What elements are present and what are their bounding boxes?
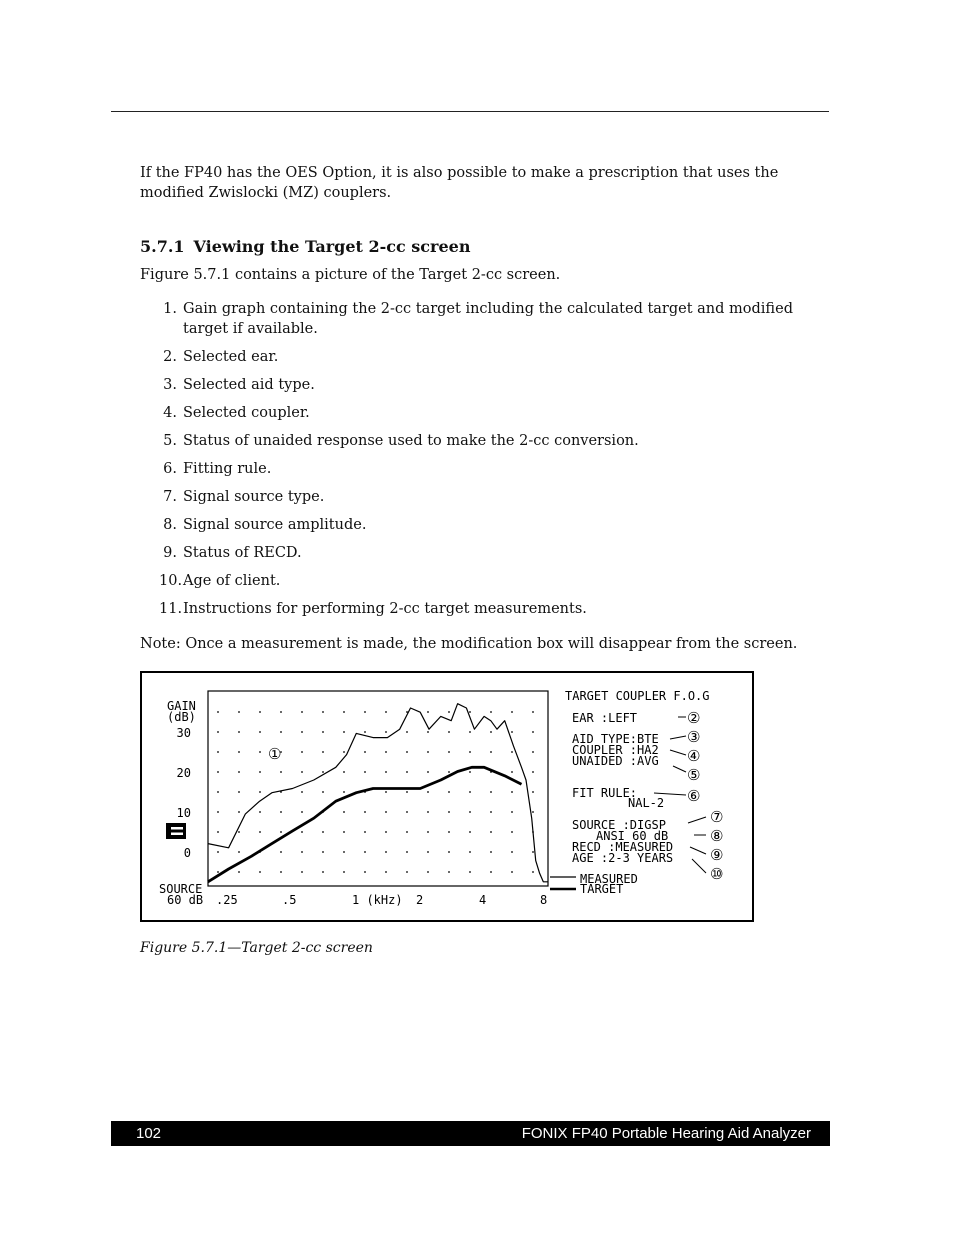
grid-dot (427, 731, 429, 733)
grid-dot (532, 851, 534, 853)
grid-dot (532, 771, 534, 773)
y-tick-label: 0 (183, 846, 191, 860)
y-tick-label: 10 (176, 806, 191, 820)
grid-dot (343, 831, 345, 833)
list-text: Signal source type. (183, 488, 325, 505)
grid-dot (280, 731, 282, 733)
grid-dot (259, 711, 261, 713)
grid-dot (322, 851, 324, 853)
grid-dot (364, 751, 366, 753)
recd-field: RECD :MEASURED (572, 840, 674, 854)
list-item (140, 376, 820, 396)
x-tick-label: 2 (416, 893, 424, 907)
grid-dot (511, 731, 513, 733)
grid-dot (322, 731, 324, 733)
grid-dot (469, 711, 471, 713)
callout-3: ③ (687, 728, 701, 746)
grid-dot (280, 871, 282, 873)
grid-dot (280, 711, 282, 713)
list-text: Status of unaided response used to make the 2-cc conversion. (183, 432, 639, 449)
x-tick-label: .5 (282, 893, 297, 907)
list-item (140, 516, 820, 536)
grid-dot (343, 851, 345, 853)
grid-dot (385, 771, 387, 773)
fit-rule-field: FIT RULE: (572, 786, 638, 800)
fit-rule-value: NAL-2 (628, 796, 665, 810)
callout-8: ⑧ (710, 827, 724, 845)
grid-dot (301, 791, 303, 793)
figure-caption: Figure 5.7.1—Target 2-cc screen (140, 940, 373, 956)
list-text: Status of RECD. (183, 544, 302, 561)
page-number: 102 (136, 1125, 162, 1142)
list-number: 10. (159, 572, 183, 589)
grid-dot (322, 751, 324, 753)
grid-dot (238, 871, 240, 873)
legend-measured: MEASURED (580, 872, 638, 886)
grid-dot (511, 751, 513, 753)
grid-dot (385, 731, 387, 733)
grid-dot (490, 711, 492, 713)
grid-dot (217, 731, 219, 733)
list-item (140, 544, 820, 564)
grid-dot (385, 831, 387, 833)
grid-dot (406, 851, 408, 853)
grid-dot (238, 771, 240, 773)
grid-dot (343, 811, 345, 813)
section-intro: Figure 5.7.1 contains a picture of the Target 2-cc screen. (140, 267, 561, 283)
section-number: 5.7.1 (140, 237, 185, 256)
grid-dot (490, 851, 492, 853)
grid-dot (364, 871, 366, 873)
grid-dot (427, 851, 429, 853)
grid-dot (343, 771, 345, 773)
grid-dot (469, 751, 471, 753)
grid-dot (259, 771, 261, 773)
grid-dot (490, 871, 492, 873)
grid-dot (511, 871, 513, 873)
grid-dot (532, 731, 534, 733)
x-tick-label: 8 (540, 893, 548, 907)
grid-dot (532, 751, 534, 753)
ear-field: EAR :LEFT (572, 711, 638, 725)
grid-dot (427, 711, 429, 713)
list-text: Signal source amplitude. (183, 516, 367, 533)
callout-9: ⑨ (710, 846, 724, 864)
callout-6: ⑥ (687, 787, 701, 805)
grid-dot (406, 831, 408, 833)
legend-target: TARGET (580, 882, 624, 896)
grid-dot (364, 771, 366, 773)
footer-title: FONIX FP40 Portable Hearing Aid Analyzer (521, 1125, 811, 1142)
grid-dot (490, 731, 492, 733)
grid-dot (427, 831, 429, 833)
grid-dot (259, 871, 261, 873)
feature-list (140, 300, 820, 628)
grid-dot (469, 851, 471, 853)
list-number: 2. (163, 348, 177, 365)
grid-dot (343, 711, 345, 713)
unaided-field: UNAIDED :AVG (572, 754, 659, 768)
list-number: 6. (163, 460, 177, 477)
list-text: Instructions for performing 2-cc target measurements. (183, 600, 587, 617)
grid-dot (448, 811, 450, 813)
grid-dot (217, 871, 219, 873)
grid-dot (511, 811, 513, 813)
list-number: 9. (163, 544, 177, 561)
grid-dot (448, 791, 450, 793)
graph-callout-1: ① (268, 745, 282, 763)
age-field: AGE :2-3 YEARS (572, 851, 674, 865)
list-text: Age of client. (183, 572, 281, 589)
callout-10: ⑩ (710, 865, 724, 883)
grid-dot (301, 811, 303, 813)
grid-dot (280, 851, 282, 853)
x-tick-label: 4 (479, 893, 487, 907)
grid-dot (385, 711, 387, 713)
grid-dot (406, 771, 408, 773)
intro-paragraph: If the FP40 has the OES Option, it is also possible to make a prescription that uses the modified Zwislocki (MZ) couplers. (140, 165, 779, 201)
grid-dot (364, 851, 366, 853)
y-tick-label: 30 (176, 726, 191, 740)
list-item (140, 488, 820, 508)
grid-dot (448, 711, 450, 713)
x-tick-label: .25 (216, 893, 238, 907)
list-text: Selected aid type. (183, 376, 315, 393)
y-axis-label-line2: (dB) (167, 710, 196, 724)
grid-dot (427, 771, 429, 773)
aid-type-field: AID TYPE:BTE (572, 732, 659, 746)
grid-dot (259, 751, 261, 753)
list-item (140, 432, 820, 452)
grid-dot (217, 771, 219, 773)
grid-dot (238, 831, 240, 833)
grid-dot (385, 811, 387, 813)
grid-dot (364, 731, 366, 733)
grid-dot (259, 791, 261, 793)
grid-dot (301, 851, 303, 853)
list-number: 7. (163, 488, 177, 505)
grid-dot (364, 811, 366, 813)
x-tick-label: 1 (kHz) (352, 893, 403, 907)
grid-dot (259, 831, 261, 833)
grid-dot (364, 831, 366, 833)
grid-dot (217, 711, 219, 713)
grid-dot (469, 731, 471, 733)
ansi-field: ANSI 60 dB (596, 829, 669, 843)
grid-dot (511, 851, 513, 853)
grid-dot (427, 811, 429, 813)
grid-dot (448, 731, 450, 733)
grid-dot (532, 711, 534, 713)
grid-dot (406, 871, 408, 873)
page-footer (111, 1121, 830, 1146)
grid-dot (322, 871, 324, 873)
grid-dot (406, 751, 408, 753)
list-item (140, 572, 820, 592)
list-text: Gain graph containing the 2-cc target including the calculated target and modified target if available. (183, 301, 793, 337)
grid-dot (469, 791, 471, 793)
grid-dot (238, 711, 240, 713)
grid-dot (301, 771, 303, 773)
grid-dot (448, 851, 450, 853)
grid-dot (322, 791, 324, 793)
grid-dot (238, 751, 240, 753)
grid-dot (385, 751, 387, 753)
y-axis-label-line1: GAIN (167, 699, 196, 713)
grid-dot (343, 731, 345, 733)
grid-dot (217, 751, 219, 753)
section-title: Viewing the Target 2-cc screen (193, 237, 471, 256)
grid-dot (259, 811, 261, 813)
grid-dot (301, 831, 303, 833)
grid-dot (217, 791, 219, 793)
coupler-field: COUPLER :HA2 (572, 743, 659, 757)
f-key-icon (166, 823, 186, 839)
grid-dot (448, 871, 450, 873)
grid-dot (322, 711, 324, 713)
grid-dot (511, 711, 513, 713)
grid-dot (469, 831, 471, 833)
grid-dot (427, 871, 429, 873)
note-text: Note: Once a measurement is made, the modification box will disappear from the screen. (140, 636, 798, 652)
list-item (140, 300, 820, 339)
grid-dot (448, 751, 450, 753)
grid-dot (427, 751, 429, 753)
grid-dot (301, 871, 303, 873)
grid-dot (448, 771, 450, 773)
list-text: Fitting rule. (183, 460, 272, 477)
list-item (140, 600, 820, 620)
grid-dot (238, 791, 240, 793)
grid-dot (469, 811, 471, 813)
grid-dot (532, 811, 534, 813)
list-number: 5. (163, 432, 177, 449)
grid-dot (280, 811, 282, 813)
grid-dot (511, 791, 513, 793)
grid-dot (238, 811, 240, 813)
grid-dot (217, 811, 219, 813)
grid-dot (532, 871, 534, 873)
grid-dot (427, 791, 429, 793)
grid-dot (490, 811, 492, 813)
grid-dot (511, 831, 513, 833)
list-item (140, 348, 820, 368)
screen-header: TARGET COUPLER F.O.G (565, 689, 710, 703)
list-number: 4. (163, 404, 177, 421)
grid-dot (364, 711, 366, 713)
grid-dot (511, 771, 513, 773)
header-rule (111, 111, 829, 112)
source-level: 60 dB (167, 893, 204, 907)
grid-dot (385, 791, 387, 793)
grid-dot (406, 791, 408, 793)
grid-dot (406, 731, 408, 733)
grid-dot (385, 851, 387, 853)
grid-dot (280, 831, 282, 833)
grid-dot (469, 871, 471, 873)
grid-dot (343, 751, 345, 753)
list-item (140, 460, 820, 480)
grid-dot (301, 751, 303, 753)
section-heading (140, 237, 470, 256)
grid-dot (322, 771, 324, 773)
grid-dot (490, 831, 492, 833)
list-item (140, 404, 820, 424)
grid-dot (322, 831, 324, 833)
grid-dot (448, 831, 450, 833)
y-tick-label: 20 (176, 766, 191, 780)
list-number: 8. (163, 516, 177, 533)
grid-dot (238, 851, 240, 853)
list-number: 11. (159, 600, 183, 617)
grid-dot (343, 871, 345, 873)
source-label: SOURCE (159, 882, 203, 896)
source-field: SOURCE :DIGSP (572, 818, 666, 832)
list-number: 3. (163, 376, 177, 393)
callout-4: ④ (687, 747, 701, 765)
grid-dot (406, 811, 408, 813)
grid-dot (343, 791, 345, 793)
grid-dot (301, 731, 303, 733)
grid-dot (301, 711, 303, 713)
grid-dot (217, 851, 219, 853)
grid-dot (490, 791, 492, 793)
callout-7: ⑦ (710, 808, 724, 826)
grid-dot (469, 771, 471, 773)
grid-dot (385, 871, 387, 873)
list-text: Selected coupler. (183, 404, 310, 421)
grid-dot (259, 731, 261, 733)
list-number: 1. (163, 301, 177, 317)
grid-dot (490, 751, 492, 753)
grid-dot (238, 731, 240, 733)
grid-dot (280, 771, 282, 773)
grid-dot (217, 831, 219, 833)
callout-2: ② (687, 709, 701, 727)
callout-5: ⑤ (687, 766, 701, 784)
target-2cc-screen-figure (140, 671, 754, 922)
list-text: Selected ear. (183, 348, 279, 365)
grid-dot (532, 791, 534, 793)
